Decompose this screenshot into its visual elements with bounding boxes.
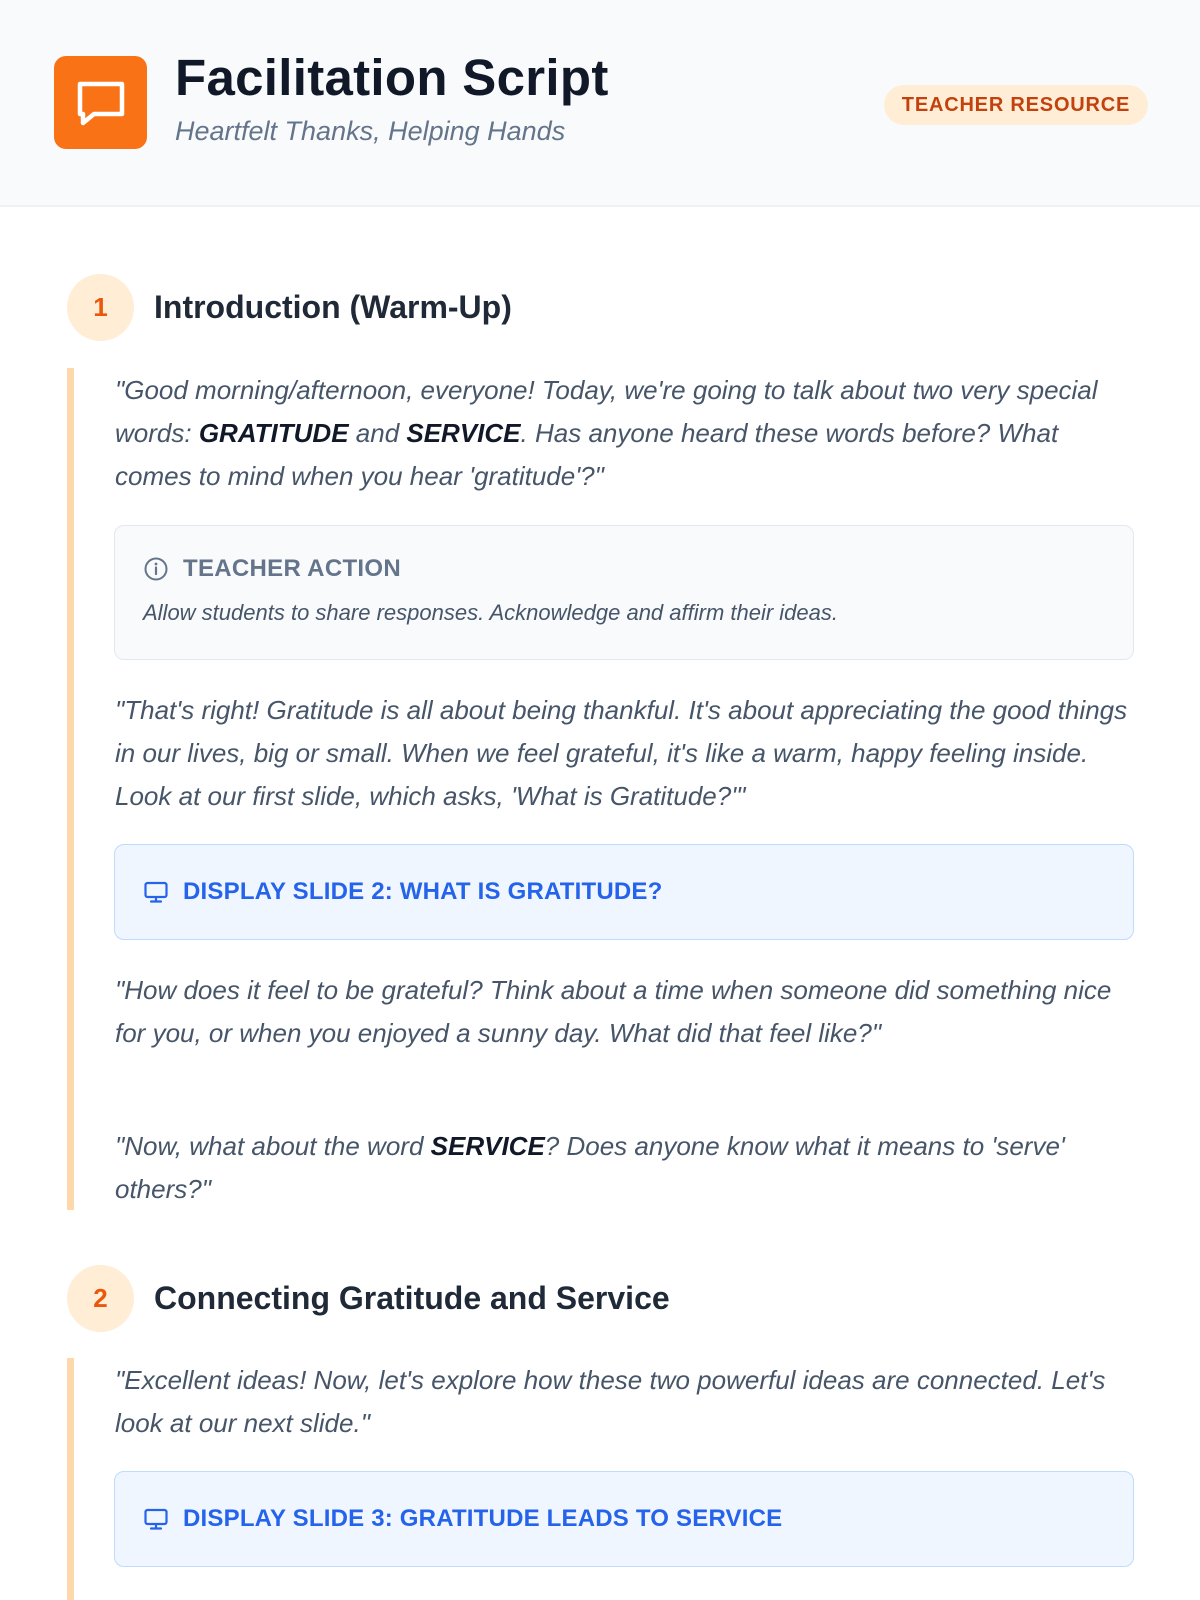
section-number: 1 [67, 274, 134, 341]
section-title: Connecting Gratitude and Service [154, 1280, 670, 1316]
page-title: Facilitation Script [175, 49, 609, 106]
teacher-action-heading [143, 555, 401, 583]
section-number: 2 [67, 1265, 134, 1332]
script-quote: "Excellent ideas! Now, let's explore how these two powerful ideas are connected. Let's look at our next slide." [115, 1365, 1106, 1438]
section-1-header [67, 274, 512, 341]
script-quote: "That's right! Gratitude is all about being thankful. It's about appreciating the good things in our lives, big or small. When we feel grateful, it's like a warm, happy feeling inside. Look at our first slide, which asks, 'What is Gratitude?'" [115, 695, 1128, 811]
section-2-header [67, 1265, 670, 1332]
teacher-action-box [114, 525, 1134, 660]
script-quote: "Now, what about the word SERVICE? Does anyone know what it means to 'serve' others?" [115, 1131, 1065, 1204]
teacher-action-text: Allow students to share responses. Acknowledge and affirm their ideas. [143, 600, 838, 625]
script-quote: "How does it feel to be grateful? Think about a time when someone did something nice for you, or when you enjoyed a sunny day. What did that feel like?" [115, 975, 1112, 1048]
monitor-icon [143, 879, 169, 905]
display-slide-cue [114, 844, 1134, 940]
section-2-accent-bar [67, 1358, 74, 1600]
page-subtitle: Heartfelt Thanks, Helping Hands [175, 116, 566, 146]
resource-badge: TEACHER RESOURCE [884, 85, 1148, 125]
section-title: Introduction (Warm-Up) [154, 289, 512, 325]
slide-cue-label: DISPLAY SLIDE 2: WHAT IS GRATITUDE? [183, 878, 663, 905]
display-slide-cue [114, 1471, 1134, 1567]
script-quote: "Good morning/afternoon, everyone! Today, we're going to talk about two very special words: GRATITUDE and SERVICE. Has anyone heard these words before? What comes to mind when you hear 'gratitude'?" [115, 375, 1098, 491]
header [0, 0, 1200, 207]
chat-bubble-icon [54, 56, 147, 149]
info-icon [143, 556, 169, 582]
teacher-action-label: TEACHER ACTION [183, 555, 401, 582]
section-1-accent-bar [67, 368, 74, 1210]
monitor-icon [143, 1506, 169, 1532]
slide-cue-label: DISPLAY SLIDE 3: GRATITUDE LEADS TO SERVICE [183, 1505, 783, 1532]
